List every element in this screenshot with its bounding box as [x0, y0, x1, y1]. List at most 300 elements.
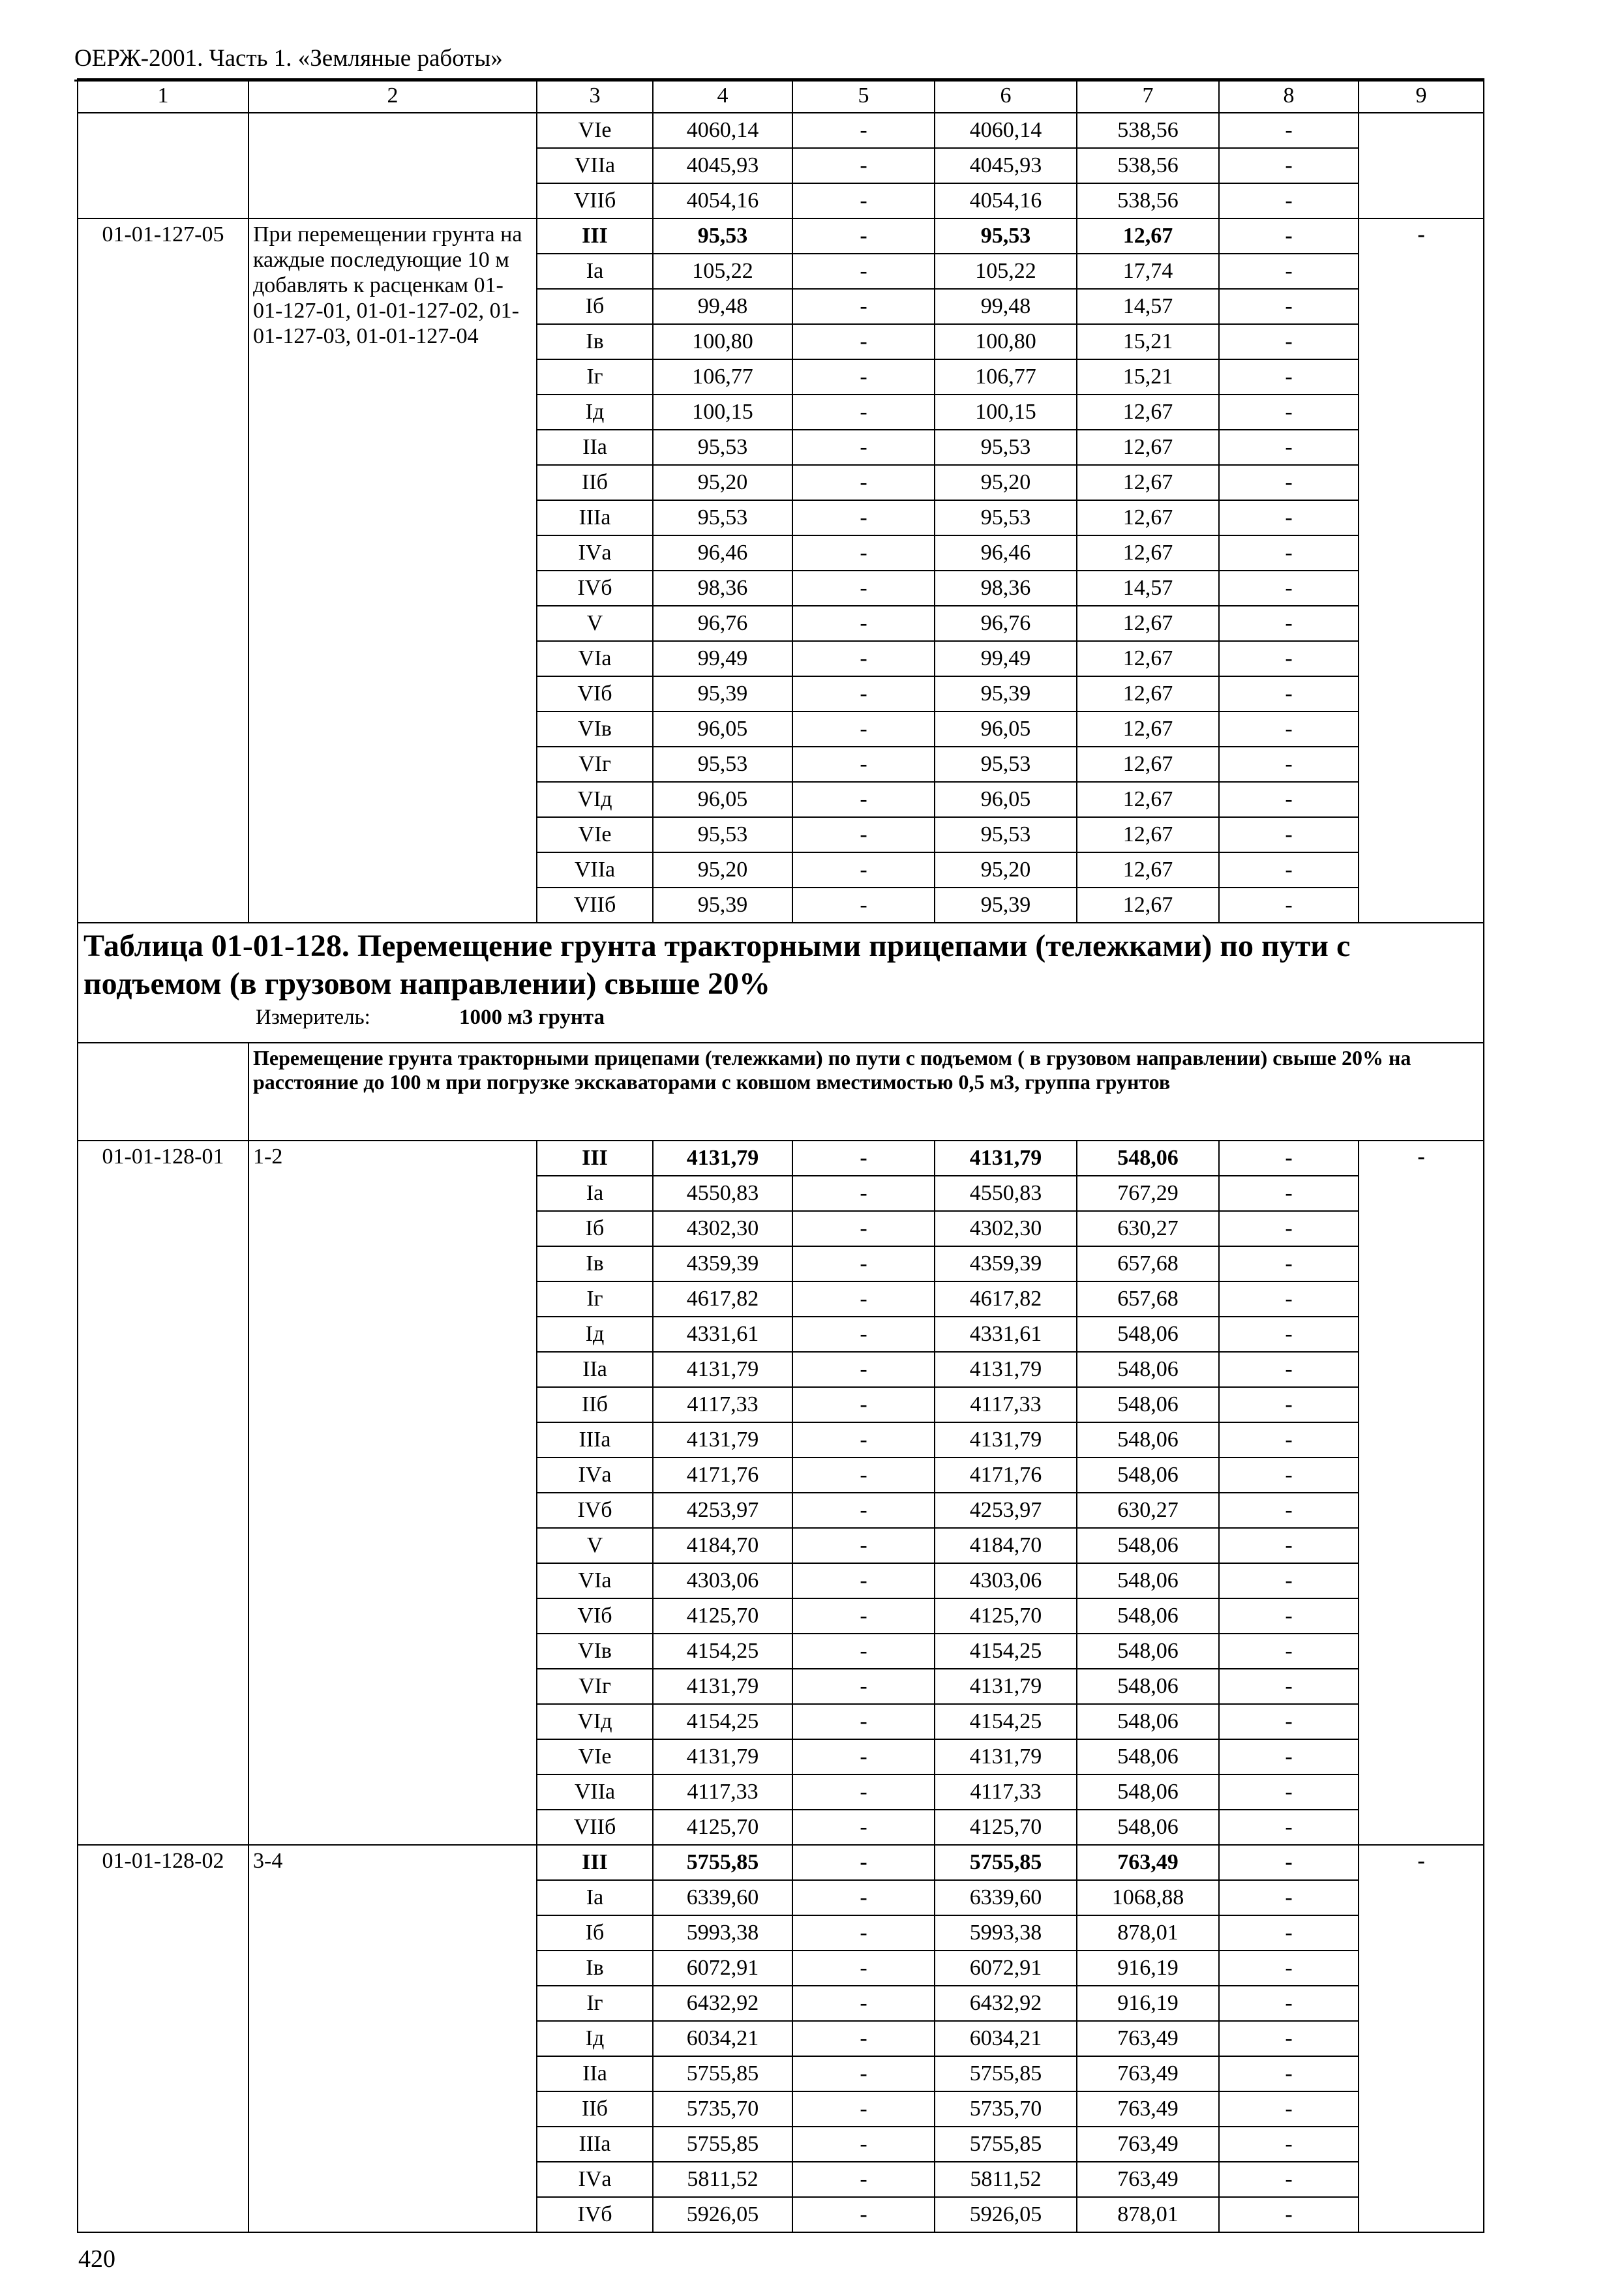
machine-cost-cell: 95,53	[935, 817, 1077, 852]
machine-cost-cell: 4131,79	[935, 1422, 1077, 1458]
soil-group-cell: IVб	[537, 1493, 653, 1528]
direct-cost-cell: 4060,14	[653, 113, 792, 148]
measure-label: Измеритель:	[256, 1006, 370, 1029]
machinist-wage-cell: 12,67	[1077, 888, 1219, 923]
soil-group-cell: IIIа	[537, 1422, 653, 1458]
direct-cost-cell: 4171,76	[653, 1458, 792, 1493]
direct-cost-cell: 5755,85	[653, 2056, 792, 2091]
machinist-wage-cell: 763,49	[1077, 2162, 1219, 2197]
labor-cost-cell: -	[792, 571, 935, 606]
machinist-wage-cell: 548,06	[1077, 1422, 1219, 1458]
machine-cost-cell: 95,39	[935, 888, 1077, 923]
machine-cost-cell: 4331,61	[935, 1317, 1077, 1352]
machinist-wage-cell: 763,49	[1077, 1845, 1219, 1880]
section-subtitle: Перемещение грунта тракторными прицепами (тележками) по пути с подъемом ( в грузовом направлении) свыше 20% на расстояние до 100 м при погрузке экскаваторами с ковшом вместимостью 0,5 м3, группа грунтов	[248, 1043, 1484, 1141]
material-cost-cell: -	[1219, 1598, 1359, 1634]
machine-cost-cell: 5993,38	[935, 1915, 1077, 1951]
rate-code-cell: 01-01-127-05	[78, 218, 248, 923]
table-row	[78, 113, 1484, 148]
material-cost-cell: -	[1219, 2091, 1359, 2127]
machine-cost-cell: 6432,92	[935, 1986, 1077, 2021]
labor-cost-cell: -	[792, 254, 935, 289]
column-number: 4	[653, 79, 792, 113]
material-cost-cell: -	[1219, 2162, 1359, 2197]
soil-group-cell: V	[537, 606, 653, 641]
labor-cost-cell: -	[792, 113, 935, 148]
machine-cost-cell: 98,36	[935, 571, 1077, 606]
machinist-wage-cell: 12,67	[1077, 782, 1219, 817]
direct-cost-cell: 4302,30	[653, 1211, 792, 1246]
material-cost-cell: -	[1219, 1422, 1359, 1458]
machinist-wage-cell: 630,27	[1077, 1493, 1219, 1528]
direct-cost-cell: 4253,97	[653, 1493, 792, 1528]
material-cost-cell: -	[1219, 148, 1359, 183]
soil-group-cell: VIг	[537, 1669, 653, 1704]
column-number: 9	[1359, 79, 1484, 113]
machine-cost-cell: 100,80	[935, 324, 1077, 359]
soil-group-cell: III	[537, 1845, 653, 1880]
direct-cost-cell: 98,36	[653, 571, 792, 606]
direct-cost-cell: 4154,25	[653, 1634, 792, 1669]
direct-cost-cell: 4131,79	[653, 1141, 792, 1176]
column-number: 7	[1077, 79, 1219, 113]
material-cost-cell: -	[1219, 324, 1359, 359]
soil-group-cell: IIб	[537, 465, 653, 500]
soil-group-cell: VIIа	[537, 852, 653, 888]
soil-group-cell: Iа	[537, 1176, 653, 1211]
material-cost-cell: -	[1219, 1176, 1359, 1211]
soil-group-cell: IVб	[537, 2197, 653, 2232]
material-cost-cell: -	[1219, 1810, 1359, 1845]
column-number: 5	[792, 79, 935, 113]
soil-group-cell: IVа	[537, 1458, 653, 1493]
labor-cost-cell: -	[792, 2021, 935, 2056]
machine-cost-cell: 95,39	[935, 676, 1077, 711]
machinist-wage-cell: 12,67	[1077, 641, 1219, 676]
soil-group-cell: VIIб	[537, 888, 653, 923]
material-cost-cell: -	[1219, 500, 1359, 535]
soil-group-cell: VIд	[537, 782, 653, 817]
material-cost-cell: -	[1219, 1352, 1359, 1387]
soil-group-cell: VIа	[537, 1563, 653, 1598]
machinist-wage-cell: 1068,88	[1077, 1880, 1219, 1915]
direct-cost-cell: 4331,61	[653, 1317, 792, 1352]
direct-cost-cell: 95,53	[653, 817, 792, 852]
column-number: 3	[537, 79, 653, 113]
rates-table	[77, 78, 1484, 2233]
machinist-wage-cell: 548,06	[1077, 1352, 1219, 1387]
direct-cost-cell: 4045,93	[653, 148, 792, 183]
soil-group-cell: IIа	[537, 2056, 653, 2091]
labor-cost-cell: -	[792, 1458, 935, 1493]
soil-group-cell: VIв	[537, 711, 653, 747]
machine-cost-cell: 4060,14	[935, 113, 1077, 148]
table-title: Таблица 01-01-128. Перемещение грунта тракторными прицепами (тележками) по пути с подъемом (в грузовом направлении) свыше 20%	[83, 929, 1351, 1001]
labor-cost-cell: -	[792, 2162, 935, 2197]
machinist-wage-cell: 15,21	[1077, 359, 1219, 395]
machinist-wage-cell: 548,06	[1077, 1387, 1219, 1422]
labor-cost-cell: -	[792, 465, 935, 500]
soil-group-cell: VIIб	[537, 183, 653, 218]
material-cost-cell: -	[1219, 1528, 1359, 1563]
material-cost-cell: -	[1219, 1493, 1359, 1528]
description-cell	[248, 113, 537, 218]
material-cost-cell: -	[1219, 888, 1359, 923]
note-cell: -	[1359, 1845, 1484, 2232]
machine-cost-cell: 99,48	[935, 289, 1077, 324]
machinist-wage-cell: 14,57	[1077, 289, 1219, 324]
direct-cost-cell: 95,20	[653, 852, 792, 888]
machinist-wage-cell: 630,27	[1077, 1211, 1219, 1246]
material-cost-cell: -	[1219, 817, 1359, 852]
soil-group-cell: IVб	[537, 571, 653, 606]
machine-cost-cell: 100,15	[935, 395, 1077, 430]
soil-group-cell: VIг	[537, 747, 653, 782]
note-cell: -	[1359, 1141, 1484, 1845]
soil-group-cell: III	[537, 218, 653, 254]
machine-cost-cell: 105,22	[935, 254, 1077, 289]
soil-group-cell: VIIа	[537, 1774, 653, 1810]
table-title-cell	[78, 923, 1484, 1043]
material-cost-cell: -	[1219, 571, 1359, 606]
labor-cost-cell: -	[792, 289, 935, 324]
soil-group-cell: IIIа	[537, 500, 653, 535]
material-cost-cell: -	[1219, 782, 1359, 817]
soil-group-cell: VIе	[537, 1739, 653, 1774]
labor-cost-cell: -	[792, 148, 935, 183]
direct-cost-cell: 95,53	[653, 430, 792, 465]
machinist-wage-cell: 763,49	[1077, 2056, 1219, 2091]
material-cost-cell: -	[1219, 254, 1359, 289]
material-cost-cell: -	[1219, 606, 1359, 641]
machinist-wage-cell: 12,67	[1077, 711, 1219, 747]
machinist-wage-cell: 12,67	[1077, 395, 1219, 430]
soil-group-cell: Iб	[537, 289, 653, 324]
material-cost-cell: -	[1219, 1246, 1359, 1281]
material-cost-cell: -	[1219, 465, 1359, 500]
column-number: 2	[248, 79, 537, 113]
material-cost-cell: -	[1219, 1774, 1359, 1810]
soil-group-cell: Iг	[537, 1986, 653, 2021]
soil-group-cell: Iа	[537, 254, 653, 289]
machinist-wage-cell: 548,06	[1077, 1317, 1219, 1352]
soil-group-cell: VIIб	[537, 1810, 653, 1845]
labor-cost-cell: -	[792, 1739, 935, 1774]
measure-line	[83, 1004, 1478, 1030]
soil-group-cell: Iг	[537, 359, 653, 395]
machinist-wage-cell: 548,06	[1077, 1634, 1219, 1669]
soil-group-cell: Iа	[537, 1880, 653, 1915]
code-cell	[78, 1043, 248, 1141]
labor-cost-cell: -	[792, 218, 935, 254]
machinist-wage-cell: 548,06	[1077, 1704, 1219, 1739]
column-number: 8	[1219, 79, 1359, 113]
material-cost-cell: -	[1219, 289, 1359, 324]
labor-cost-cell: -	[792, 747, 935, 782]
material-cost-cell: -	[1219, 1141, 1359, 1176]
machine-cost-cell: 4125,70	[935, 1598, 1077, 1634]
labor-cost-cell: -	[792, 1669, 935, 1704]
machine-cost-cell: 4131,79	[935, 1352, 1077, 1387]
machinist-wage-cell: 12,67	[1077, 747, 1219, 782]
soil-group-cell: Iд	[537, 2021, 653, 2056]
direct-cost-cell: 4125,70	[653, 1810, 792, 1845]
machine-cost-cell: 4125,70	[935, 1810, 1077, 1845]
direct-cost-cell: 106,77	[653, 359, 792, 395]
rate-code-cell: 01-01-128-01	[78, 1141, 248, 1845]
machine-cost-cell: 4359,39	[935, 1246, 1077, 1281]
soil-group-cell: VIе	[537, 113, 653, 148]
machinist-wage-cell: 878,01	[1077, 1915, 1219, 1951]
labor-cost-cell: -	[792, 2091, 935, 2127]
rate-code-cell: 01-01-128-02	[78, 1845, 248, 2232]
machinist-wage-cell: 538,56	[1077, 148, 1219, 183]
direct-cost-cell: 6339,60	[653, 1880, 792, 1915]
labor-cost-cell: -	[792, 1528, 935, 1563]
material-cost-cell: -	[1219, 676, 1359, 711]
machine-cost-cell: 96,05	[935, 711, 1077, 747]
direct-cost-cell: 105,22	[653, 254, 792, 289]
direct-cost-cell: 95,53	[653, 747, 792, 782]
labor-cost-cell: -	[792, 1986, 935, 2021]
machinist-wage-cell: 916,19	[1077, 1951, 1219, 1986]
note-cell: -	[1359, 218, 1484, 923]
machine-cost-cell: 4154,25	[935, 1704, 1077, 1739]
machine-cost-cell: 6034,21	[935, 2021, 1077, 2056]
direct-cost-cell: 95,39	[653, 676, 792, 711]
rate-description-cell: 3-4	[248, 1845, 537, 2232]
soil-group-cell: Iб	[537, 1915, 653, 1951]
page-number: 420	[78, 2245, 115, 2273]
machine-cost-cell: 96,05	[935, 782, 1077, 817]
machine-cost-cell: 6072,91	[935, 1951, 1077, 1986]
machine-cost-cell: 96,46	[935, 535, 1077, 571]
labor-cost-cell: -	[792, 1141, 935, 1176]
machine-cost-cell: 95,53	[935, 218, 1077, 254]
machine-cost-cell: 4131,79	[935, 1739, 1077, 1774]
material-cost-cell: -	[1219, 747, 1359, 782]
machine-cost-cell: 4184,70	[935, 1528, 1077, 1563]
labor-cost-cell: -	[792, 1317, 935, 1352]
labor-cost-cell: -	[792, 1211, 935, 1246]
measure-value: 1000 м3 грунта	[459, 1006, 605, 1029]
direct-cost-cell: 4054,16	[653, 183, 792, 218]
machinist-wage-cell: 548,06	[1077, 1563, 1219, 1598]
section-subtitle-row	[78, 1043, 1484, 1141]
material-cost-cell: -	[1219, 183, 1359, 218]
labor-cost-cell: -	[792, 606, 935, 641]
direct-cost-cell: 6034,21	[653, 2021, 792, 2056]
machinist-wage-cell: 12,67	[1077, 606, 1219, 641]
material-cost-cell: -	[1219, 2056, 1359, 2091]
machinist-wage-cell: 548,06	[1077, 1458, 1219, 1493]
column-number: 6	[935, 79, 1077, 113]
machinist-wage-cell: 763,49	[1077, 2091, 1219, 2127]
material-cost-cell: -	[1219, 359, 1359, 395]
soil-group-cell: VIе	[537, 817, 653, 852]
direct-cost-cell: 4617,82	[653, 1281, 792, 1317]
machinist-wage-cell: 548,06	[1077, 1598, 1219, 1634]
material-cost-cell: -	[1219, 2197, 1359, 2232]
rate-description-cell: 1-2	[248, 1141, 537, 1845]
direct-cost-cell: 100,80	[653, 324, 792, 359]
material-cost-cell: -	[1219, 1634, 1359, 1669]
machine-cost-cell: 4117,33	[935, 1774, 1077, 1810]
soil-group-cell: VIв	[537, 1634, 653, 1669]
machinist-wage-cell: 763,49	[1077, 2021, 1219, 2056]
machine-cost-cell: 4045,93	[935, 148, 1077, 183]
page-header: ОЕРЖ-2001. Часть 1. «Земляные работы»	[74, 42, 1483, 82]
labor-cost-cell: -	[792, 817, 935, 852]
machinist-wage-cell: 12,67	[1077, 218, 1219, 254]
labor-cost-cell: -	[792, 1176, 935, 1211]
direct-cost-cell: 4131,79	[653, 1739, 792, 1774]
labor-cost-cell: -	[792, 1880, 935, 1915]
labor-cost-cell: -	[792, 641, 935, 676]
labor-cost-cell: -	[792, 359, 935, 395]
material-cost-cell: -	[1219, 1317, 1359, 1352]
direct-cost-cell: 95,53	[653, 500, 792, 535]
machine-cost-cell: 4253,97	[935, 1493, 1077, 1528]
note-cell	[1359, 113, 1484, 218]
labor-cost-cell: -	[792, 1422, 935, 1458]
labor-cost-cell: -	[792, 2127, 935, 2162]
machine-cost-cell: 96,76	[935, 606, 1077, 641]
machinist-wage-cell: 548,06	[1077, 1774, 1219, 1810]
labor-cost-cell: -	[792, 782, 935, 817]
machine-cost-cell: 95,20	[935, 852, 1077, 888]
rate-description-cell: При перемещении грунта на каждые последующие 10 м добавлять к расценкам 01-01-127-01, 01-01-127-02, 01-01-127-03, 01-01-127-04	[248, 218, 537, 923]
machine-cost-cell: 4617,82	[935, 1281, 1077, 1317]
labor-cost-cell: -	[792, 1246, 935, 1281]
material-cost-cell: -	[1219, 1669, 1359, 1704]
machine-cost-cell: 106,77	[935, 359, 1077, 395]
material-cost-cell: -	[1219, 1563, 1359, 1598]
direct-cost-cell: 4125,70	[653, 1598, 792, 1634]
labor-cost-cell: -	[792, 1774, 935, 1810]
labor-cost-cell: -	[792, 1951, 935, 1986]
soil-group-cell: VIб	[537, 1598, 653, 1634]
labor-cost-cell: -	[792, 430, 935, 465]
direct-cost-cell: 96,05	[653, 782, 792, 817]
labor-cost-cell: -	[792, 2056, 935, 2091]
material-cost-cell: -	[1219, 1704, 1359, 1739]
labor-cost-cell: -	[792, 1281, 935, 1317]
machinist-wage-cell: 12,67	[1077, 500, 1219, 535]
material-cost-cell: -	[1219, 1739, 1359, 1774]
labor-cost-cell: -	[792, 500, 935, 535]
labor-cost-cell: -	[792, 395, 935, 430]
direct-cost-cell: 4131,79	[653, 1352, 792, 1387]
material-cost-cell: -	[1219, 535, 1359, 571]
soil-group-cell: Iд	[537, 395, 653, 430]
direct-cost-cell: 96,76	[653, 606, 792, 641]
labor-cost-cell: -	[792, 1810, 935, 1845]
labor-cost-cell: -	[792, 1704, 935, 1739]
soil-group-cell: IIа	[537, 1352, 653, 1387]
direct-cost-cell: 6072,91	[653, 1951, 792, 1986]
labor-cost-cell: -	[792, 1598, 935, 1634]
direct-cost-cell: 4550,83	[653, 1176, 792, 1211]
labor-cost-cell: -	[792, 1563, 935, 1598]
machine-cost-cell: 4550,83	[935, 1176, 1077, 1211]
material-cost-cell: -	[1219, 641, 1359, 676]
soil-group-cell: IVа	[537, 535, 653, 571]
material-cost-cell: -	[1219, 1951, 1359, 1986]
column-number-row	[78, 79, 1484, 113]
direct-cost-cell: 4117,33	[653, 1387, 792, 1422]
machine-cost-cell: 99,49	[935, 641, 1077, 676]
machine-cost-cell: 4131,79	[935, 1669, 1077, 1704]
direct-cost-cell: 5993,38	[653, 1915, 792, 1951]
machinist-wage-cell: 17,74	[1077, 254, 1219, 289]
labor-cost-cell: -	[792, 1915, 935, 1951]
machinist-wage-cell: 548,06	[1077, 1141, 1219, 1176]
machinist-wage-cell: 538,56	[1077, 113, 1219, 148]
machinist-wage-cell: 878,01	[1077, 2197, 1219, 2232]
labor-cost-cell: -	[792, 888, 935, 923]
machinist-wage-cell: 12,67	[1077, 465, 1219, 500]
direct-cost-cell: 5755,85	[653, 2127, 792, 2162]
machinist-wage-cell: 657,68	[1077, 1281, 1219, 1317]
column-number: 1	[78, 79, 248, 113]
direct-cost-cell: 4131,79	[653, 1669, 792, 1704]
soil-group-cell: Iв	[537, 1246, 653, 1281]
table-row	[78, 1141, 1484, 1176]
direct-cost-cell: 99,48	[653, 289, 792, 324]
machinist-wage-cell: 12,67	[1077, 535, 1219, 571]
machinist-wage-cell: 12,67	[1077, 817, 1219, 852]
machine-cost-cell: 5755,85	[935, 1845, 1077, 1880]
direct-cost-cell: 95,53	[653, 218, 792, 254]
machinist-wage-cell: 12,67	[1077, 852, 1219, 888]
machine-cost-cell: 5811,52	[935, 2162, 1077, 2197]
labor-cost-cell: -	[792, 2197, 935, 2232]
soil-group-cell: VIIа	[537, 148, 653, 183]
machinist-wage-cell: 916,19	[1077, 1986, 1219, 2021]
soil-group-cell: VIд	[537, 1704, 653, 1739]
machine-cost-cell: 4154,25	[935, 1634, 1077, 1669]
soil-group-cell: IVа	[537, 2162, 653, 2197]
machine-cost-cell: 4302,30	[935, 1211, 1077, 1246]
machinist-wage-cell: 14,57	[1077, 571, 1219, 606]
material-cost-cell: -	[1219, 2127, 1359, 2162]
labor-cost-cell: -	[792, 676, 935, 711]
machinist-wage-cell: 548,06	[1077, 1528, 1219, 1563]
direct-cost-cell: 5811,52	[653, 2162, 792, 2197]
machinist-wage-cell: 15,21	[1077, 324, 1219, 359]
direct-cost-cell: 5735,70	[653, 2091, 792, 2127]
machinist-wage-cell: 548,06	[1077, 1739, 1219, 1774]
rates-table-body	[78, 79, 1484, 2232]
soil-group-cell: IIб	[537, 1387, 653, 1422]
direct-cost-cell: 4117,33	[653, 1774, 792, 1810]
material-cost-cell: -	[1219, 1880, 1359, 1915]
soil-group-cell: Iг	[537, 1281, 653, 1317]
labor-cost-cell: -	[792, 535, 935, 571]
material-cost-cell: -	[1219, 1986, 1359, 2021]
labor-cost-cell: -	[792, 852, 935, 888]
soil-group-cell: V	[537, 1528, 653, 1563]
machine-cost-cell: 5735,70	[935, 2091, 1077, 2127]
code-cell	[78, 113, 248, 218]
machinist-wage-cell: 548,06	[1077, 1810, 1219, 1845]
direct-cost-cell: 95,20	[653, 465, 792, 500]
table-row	[78, 1845, 1484, 1880]
direct-cost-cell: 4184,70	[653, 1528, 792, 1563]
direct-cost-cell: 4131,79	[653, 1422, 792, 1458]
material-cost-cell: -	[1219, 1915, 1359, 1951]
